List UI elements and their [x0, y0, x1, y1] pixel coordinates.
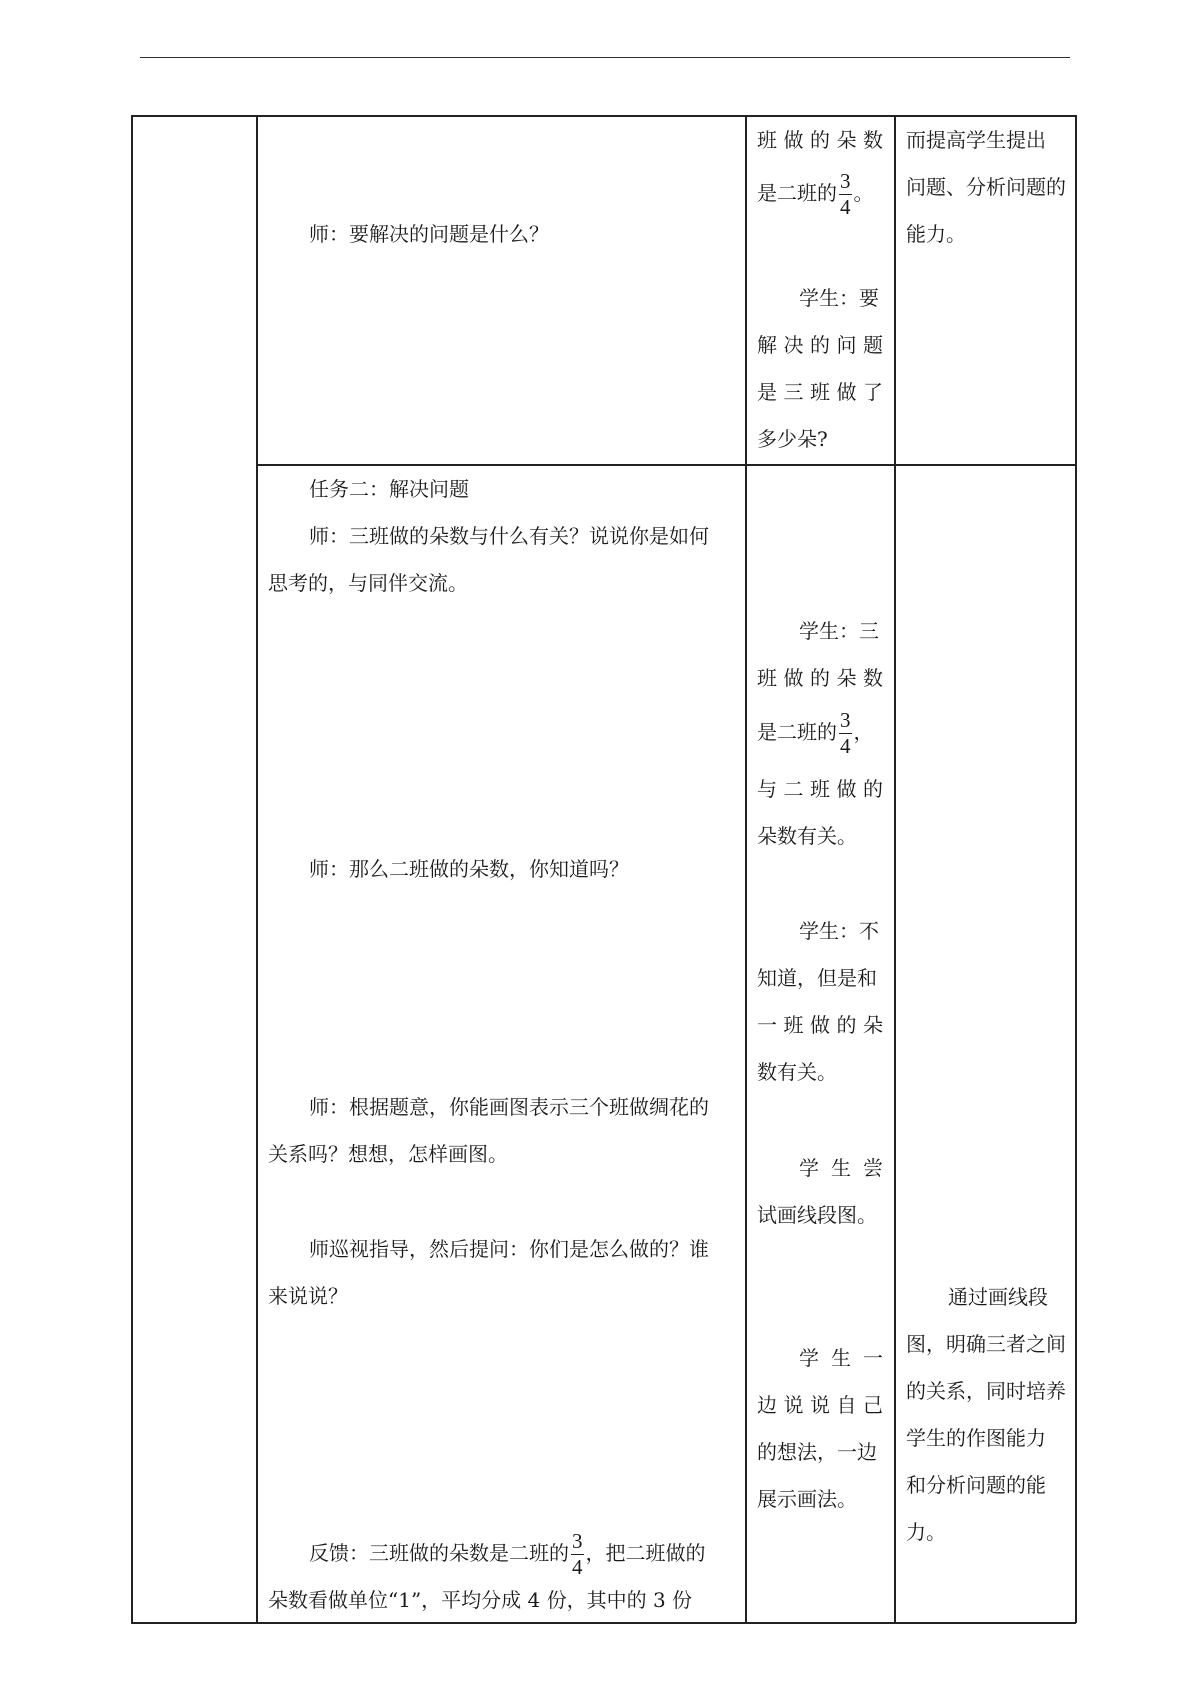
student-answer-fraction-line: 是二班的 $\frac{3}{4}$ ， [757, 708, 874, 758]
student-answer-line: 班 做 的 朵 数 [757, 666, 883, 690]
student-answer-line: 是 三 班 做 了 [757, 380, 883, 404]
teacher-question: 来说说？ [268, 1284, 348, 1308]
student-answer-line: 边 说 说 自 己 [757, 1393, 883, 1417]
fraction-three-quarters: $\frac{3}{4}$ [572, 1529, 583, 1579]
teacher-question: 思考的，与同伴交流。 [268, 571, 468, 595]
feedback-line: 反馈：三班做的朵数是二班的 $\frac{3}{4}$ ，把二班做的 [309, 1529, 706, 1579]
teacher-question: 师：三班做的朵数与什么有关？说说你是如何 [309, 524, 709, 548]
column-divider-3 [894, 115, 896, 1623]
intent-line: 图，明确三者之间 [906, 1332, 1066, 1356]
student-answer-line: 数有关。 [757, 1060, 837, 1084]
task-heading: 任务二：解决问题 [309, 477, 469, 501]
student-answer-fraction-line: 是二班的 $\frac{3}{4}$ 。 [757, 169, 874, 219]
student-answer-line: 与 二 班 做 的 [757, 777, 883, 801]
student-answer-line: 知道，但是和 [757, 966, 877, 990]
intent-line: 学生的作图能力 [906, 1426, 1046, 1450]
student-answer-line: 学生：要 [799, 286, 879, 310]
table-right-border [1075, 115, 1077, 1623]
intent-line: 的关系，同时培养 [906, 1379, 1066, 1403]
intent-line: 能力。 [906, 222, 966, 246]
feedback-line: 朵数看做单位“1”，平均分成 4 份，其中的 3 份 [268, 1588, 693, 1612]
fraction-three-quarters: $\frac{3}{4}$ [840, 708, 851, 758]
intent-line: 而提高学生提出 [906, 128, 1046, 152]
column-divider-1 [256, 115, 258, 1623]
student-answer-line: 朵数有关。 [757, 824, 857, 848]
intent-line: 和分析问题的能 [906, 1473, 1046, 1497]
teacher-question: 师：要解决的问题是什么？ [309, 222, 549, 246]
teacher-question: 师巡视指导，然后提问：你们是怎么做的？谁 [309, 1237, 709, 1261]
student-answer-line: 解 决 的 问 题 [757, 333, 883, 357]
teacher-question: 师：那么二班做的朵数，你知道吗？ [309, 857, 629, 881]
student-answer-line: 展示画法。 [757, 1487, 857, 1511]
student-answer-line: 学 生 一 [799, 1346, 883, 1370]
student-answer-line: 学生：不 [799, 919, 879, 943]
teacher-question: 师：根据题意，你能画图表示三个班做绸花的 [309, 1095, 709, 1119]
student-answer-line: 一 班 做 的 朵 [757, 1013, 883, 1037]
intent-line: 力。 [906, 1520, 946, 1544]
student-answer-line: 试画线段图。 [757, 1203, 877, 1227]
student-answer-line: 学 生 尝 [799, 1156, 883, 1180]
table-left-border [131, 115, 133, 1623]
teacher-question: 关系吗？想想，怎样画图。 [268, 1142, 508, 1166]
student-answer-line: 班 做 的 朵 数 [757, 128, 883, 152]
intent-line: 问题、分析问题的 [906, 175, 1066, 199]
student-answer-line: 学生：三 [799, 619, 879, 643]
student-answer-line: 的想法，一边 [757, 1440, 877, 1464]
fraction-three-quarters: $\frac{3}{4}$ [840, 169, 851, 219]
column-divider-2 [745, 115, 747, 1623]
intent-line: 通过画线段 [948, 1285, 1048, 1309]
student-answer-line: 多少朵? [757, 427, 828, 451]
